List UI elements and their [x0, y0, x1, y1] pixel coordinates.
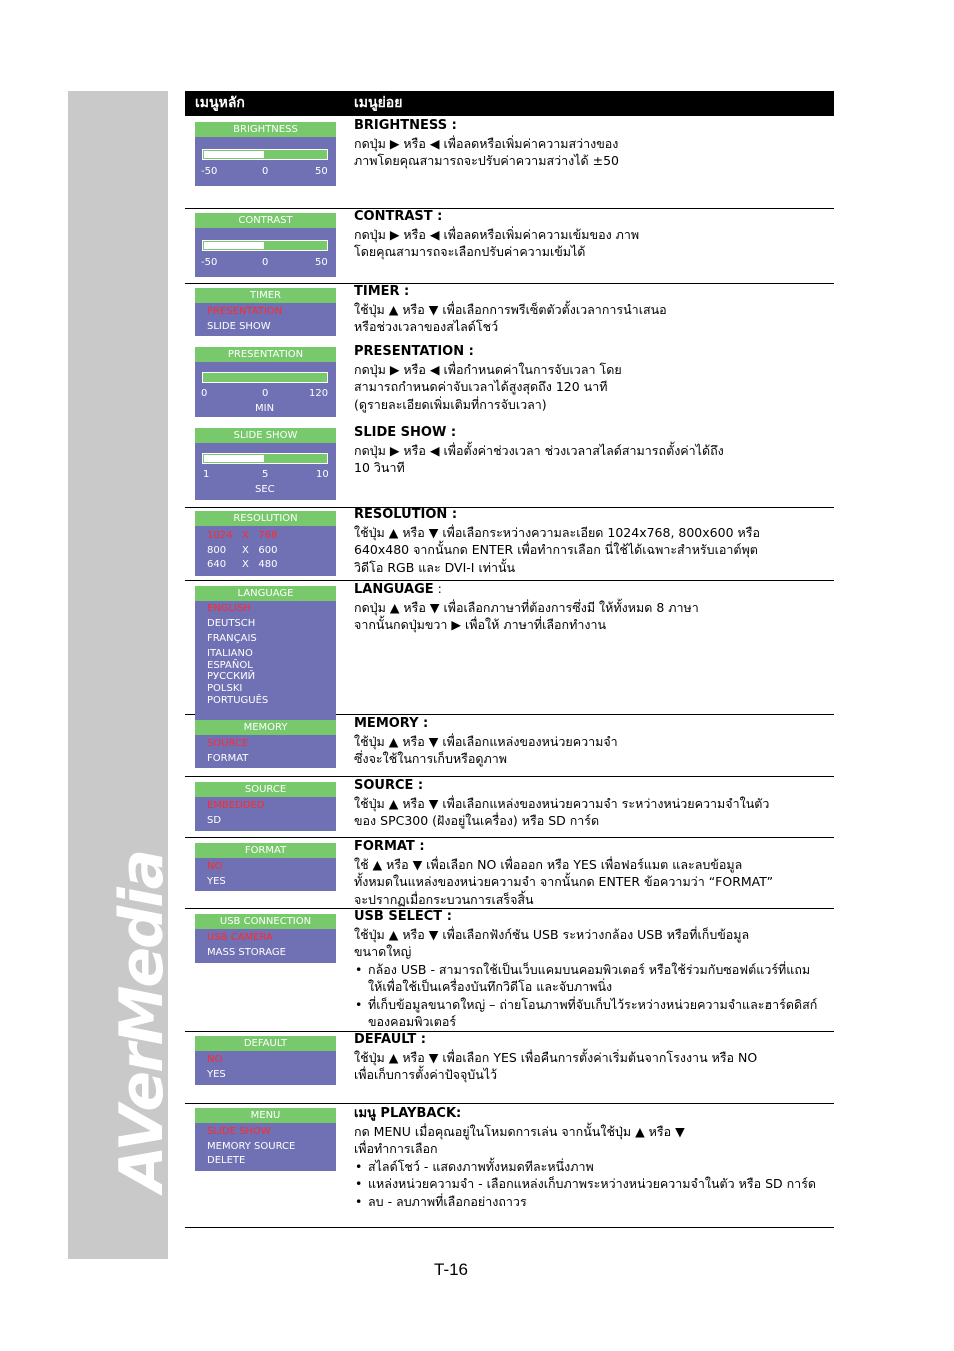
tick-min: 1 — [203, 469, 210, 480]
slider-fill — [204, 455, 264, 462]
menu-option: 640 X 480 — [207, 559, 278, 570]
slideshow-description — [354, 424, 824, 477]
section-title: FORMAT : — [354, 839, 425, 854]
section-title: MEMORY : — [354, 716, 429, 731]
row-divider — [185, 1103, 834, 1104]
desc-line: ใช้ปุ่ม ▲ หรือ ▼ เพื่อเลือกแหล่งของหน่วยความจำ — [354, 733, 618, 749]
section-title: RESOLUTION : — [354, 507, 458, 522]
menu-option-selected: USB CAMERA — [207, 932, 273, 943]
panel-title: BRIGHTNESS — [195, 122, 336, 137]
slider-fill — [204, 242, 264, 249]
desc-line: สามารถกำหนดค่าจับเวลาได้สูงสุดถึง 120 นาที — [354, 379, 608, 394]
memory-description — [354, 715, 824, 768]
brightness-slider — [202, 149, 328, 160]
tick-max: 50 — [315, 257, 328, 268]
desc-line: กด MENU เมื่อคุณอยู่ในโหมดการเล่น จากนั้นใช้ปุ่ม ▲ หรือ ▼ — [354, 1123, 685, 1139]
menu-option-selected: SLIDE SHOW — [207, 1126, 271, 1137]
menu-option-selected: NO — [207, 861, 223, 872]
menu-option-selected: PRESENTATION — [207, 306, 283, 317]
desc-line: หรือช่วงเวลาของสไลด์โชว์ — [354, 319, 499, 334]
panel-title: USB CONNECTION — [195, 914, 336, 929]
desc-line: เพื่อทำการเลือก — [354, 1141, 438, 1156]
desc-line: ใช้ ▲ หรือ ▼ เพื่อเลือก NO เพื่อออก หรือ YES เพื่อฟอร์แมต และลบข้อมูล — [354, 856, 743, 872]
desc-line: เพื่อเก็บการตั้งค่าปัจจุบันไว้ — [354, 1067, 498, 1082]
menu-option: YES — [207, 1069, 226, 1080]
default-description — [354, 1031, 824, 1084]
desc-line: ทั้งหมดในแหล่งของหน่วยความจำ จากนั้นกด ENTER ข้อความว่า “FORMAT” — [354, 874, 774, 889]
resolution-osd-panel — [195, 511, 336, 576]
desc-line: โดยคุณสามารถจะเลือกปรับค่าความเข้มได้ — [354, 244, 586, 259]
playback-menu-description — [354, 1105, 824, 1210]
usb-connection-osd-panel — [195, 914, 336, 963]
menu-option: РУССКИЙ — [207, 671, 256, 682]
desc-line: ใช้ปุ่ม ▲ หรือ ▼ เพื่อเลือกแหล่งของหน่วยความจำ ระหว่างหน่วยความจำในตัว — [354, 795, 770, 811]
tick-mid: 0 — [262, 166, 269, 177]
section-title: เมนู PLAYBACK: — [354, 1106, 462, 1121]
desc-line: (ดูรายละเอียดเพิ่มเติมที่การจับเวลา) — [354, 396, 547, 412]
desc-line: ใช้ปุ่ม ▲ หรือ ▼ เพื่อเลือกการพรีเซ็ตตัวตั้งเวลาการนำเสนอ — [354, 301, 667, 317]
desc-line: ขนาดใหญ่ — [354, 944, 412, 959]
source-osd-panel — [195, 782, 336, 831]
tick-min: 0 — [201, 388, 208, 399]
page-number: T-16 — [434, 1260, 469, 1279]
menu-option-selected: ENGLISH — [207, 603, 251, 614]
bullet-list — [354, 1158, 824, 1211]
desc-line: ซึ่งจะใช้ในการเก็บหรือดูภาพ — [354, 751, 508, 766]
section-title: SLIDE SHOW : — [354, 425, 457, 440]
presentation-description — [354, 343, 824, 413]
tick-mid: 0 — [262, 257, 269, 268]
contrast-description — [354, 208, 824, 261]
menu-option-selected: EMBEDDED — [207, 800, 265, 811]
menu-option: ESPAÑOL — [207, 660, 253, 671]
desc-line: ของ SPC300 (ฝังอยู่ในเครื่อง) หรือ SD การ์ด — [354, 813, 600, 828]
tick-min: -50 — [201, 166, 218, 177]
panel-title: RESOLUTION — [195, 511, 336, 526]
tick-min: -50 — [201, 257, 218, 268]
panel-title: DEFAULT — [195, 1036, 336, 1051]
bullet-item: • แหล่งหน่วยความจำ - เลือกแหล่งเก็บภาพระหว่างหน่วยความจำในตัว หรือ SD การ์ด — [368, 1175, 824, 1193]
brightness-description — [354, 117, 824, 170]
playback-menu-osd-panel — [195, 1108, 336, 1171]
menu-option: MASS STORAGE — [207, 947, 286, 958]
memory-osd-panel — [195, 720, 336, 768]
bullet-item: • ลบ - ลบภาพที่เลือกอย่างถาวร — [368, 1193, 824, 1211]
panel-title: LANGUAGE — [195, 586, 336, 601]
table-header — [185, 91, 834, 116]
language-osd-panel — [195, 586, 336, 724]
menu-option: POLSKI — [207, 683, 243, 694]
section-title: CONTRAST : — [354, 209, 443, 224]
timer-osd-panel — [195, 288, 336, 336]
menu-option: MEMORY SOURCE — [207, 1141, 296, 1152]
section-title: LANGUAGE — [354, 582, 434, 597]
menu-option: 800 X 600 — [207, 545, 278, 556]
desc-line: วิดีโอ RGB และ DVI-I เท่านั้น — [354, 559, 516, 575]
section-title: TIMER : — [354, 284, 410, 299]
panel-title: MENU — [195, 1108, 336, 1123]
panel-title: SOURCE — [195, 782, 336, 797]
bullet-item: • สไลด์โชว์ - แสดงภาพทั้งหมดทีละหนึ่งภาพ — [368, 1158, 824, 1176]
menu-option-selected: 1024 X 768 — [207, 530, 278, 541]
desc-line: กดปุ่ม ▶ หรือ ◀ เพื่อกำหนดค่าในการจับเวลา โดย — [354, 361, 622, 377]
panel-title: CONTRAST — [195, 213, 336, 228]
contrast-osd-panel — [195, 213, 336, 277]
row-divider — [185, 1227, 834, 1228]
menu-option-selected: NO — [207, 1054, 223, 1065]
language-description — [354, 580, 824, 634]
desc-line: ใช้ปุ่ม ▲ หรือ ▼ เพื่อเลือกระหว่างความละเอียด 1024x768, 800x600 หรือ — [354, 524, 760, 540]
presentation-osd-panel — [195, 347, 336, 417]
desc-line: 640x480 จากนั้นกด ENTER เพื่อทำการเลือก นี่ใช้ได้เฉพาะสำหรับเอาต์พุต — [354, 542, 758, 557]
desc-line: 10 วินาที — [354, 460, 405, 475]
desc-line: กดปุ่ม ▶ หรือ ◀ เพื่อลดหรือเพิ่มค่าความสว่างของ — [354, 135, 619, 151]
menu-option: FRANÇAIS — [207, 633, 257, 644]
menu-option: PORTUGUÊS — [207, 695, 269, 706]
menu-option: SD — [207, 815, 222, 826]
unit-label: SEC — [255, 484, 275, 495]
panel-title: TIMER — [195, 288, 336, 303]
desc-line: จากนั้นกดปุ่มขวา ▶ เพื่อให้ ภาษาที่เลือกทำงาน — [354, 617, 607, 632]
contrast-slider — [202, 240, 328, 251]
panel-title: SLIDE SHOW — [195, 428, 336, 443]
section-title: DEFAULT : — [354, 1032, 427, 1047]
resolution-description — [354, 506, 824, 576]
slideshow-osd-panel — [195, 428, 336, 500]
tick-max: 120 — [309, 388, 329, 399]
desc-line: กดปุ่ม ▶ หรือ ◀ เพื่อลดหรือเพิ่มค่าความเข้มของ ภาพ — [354, 226, 640, 242]
header-submenu: เมนูย่อย — [354, 95, 403, 111]
format-description — [354, 838, 824, 908]
section-title: SOURCE : — [354, 778, 424, 793]
presentation-slider — [202, 372, 328, 383]
avermedia-logo: AVerMedia — [107, 850, 177, 1192]
desc-line: กดปุ่ม ▶ หรือ ◀ เพื่อตั้งค่าช่วงเวลา ช่วงเวลาสไลด์สามารถตั้งค่าได้ถึง — [354, 442, 724, 458]
bullet-item: • ที่เก็บข้อมูลขนาดใหญ่ – ถ่ายโอนภาพที่จับเก็บไว้ระหว่างหน่วยความจำและฮาร์ดดิสก์ของคอมพิวเตอร์ — [368, 996, 824, 1031]
timer-description — [354, 283, 824, 336]
menu-option-selected: SOURCE — [207, 738, 249, 749]
bullet-list — [354, 961, 824, 1031]
tick-max: 10 — [316, 469, 329, 480]
tick-max: 50 — [315, 166, 328, 177]
panel-title: PRESENTATION — [195, 347, 336, 362]
unit-label: MIN — [255, 403, 275, 414]
desc-line: ใช้ปุ่ม ▲ หรือ ▼ เพื่อเลือกฟังก์ชัน USB ระหว่างกล้อง USB หรือที่เก็บข้อมูล — [354, 926, 750, 942]
section-title: PRESENTATION : — [354, 344, 474, 359]
brightness-osd-panel — [195, 122, 336, 186]
menu-option: DELETE — [207, 1155, 246, 1166]
header-main-menu: เมนูหลัก — [195, 95, 245, 111]
desc-line: กดปุ่ม ▲ หรือ ▼ เพื่อเลือกภาษาที่ต้องการซึ่งมี ให้ทั้งหมด 8 ภาษา — [354, 599, 699, 615]
menu-option: YES — [207, 876, 226, 887]
section-title: BRIGHTNESS : — [354, 118, 457, 133]
slideshow-slider — [202, 453, 328, 464]
panel-title: MEMORY — [195, 720, 336, 735]
menu-option: DEUTSCH — [207, 618, 256, 629]
desc-line: ภาพโดยคุณสามารถจะปรับค่าความสว่างได้ ±50 — [354, 153, 619, 168]
bullet-item: • กล้อง USB - สามารถใช้เป็นเว็บแคมบนคอมพิวเตอร์ หรือใช้ร่วมกับซอฟต์แวร์ที่แถมให้เพื่อใช้เป็นเครื่องบันทึกวิดีโอ และจับภาพนิ่ง — [368, 961, 824, 996]
desc-line: ใช้ปุ่ม ▲ หรือ ▼ เพื่อเลือก YES เพื่อคืนการตั้งค่าเริ่มต้นจากโรงงาน หรือ NO — [354, 1049, 758, 1065]
section-title-suffix: : — [433, 581, 442, 596]
menu-option: ITALIANO — [207, 648, 253, 659]
tick-mid: 5 — [262, 469, 269, 480]
format-osd-panel — [195, 843, 336, 891]
tick-mid: 0 — [262, 388, 269, 399]
usb-select-description — [354, 908, 824, 1031]
menu-option: SLIDE SHOW — [207, 321, 271, 332]
desc-line: จะปรากฏเมื่อกระบวนการเสร็จสิ้น — [354, 891, 534, 907]
menu-option: FORMAT — [207, 753, 249, 764]
panel-title: FORMAT — [195, 843, 336, 858]
source-description — [354, 777, 824, 830]
default-osd-panel — [195, 1036, 336, 1085]
section-title: USB SELECT : — [354, 909, 452, 924]
slider-fill — [204, 151, 264, 158]
